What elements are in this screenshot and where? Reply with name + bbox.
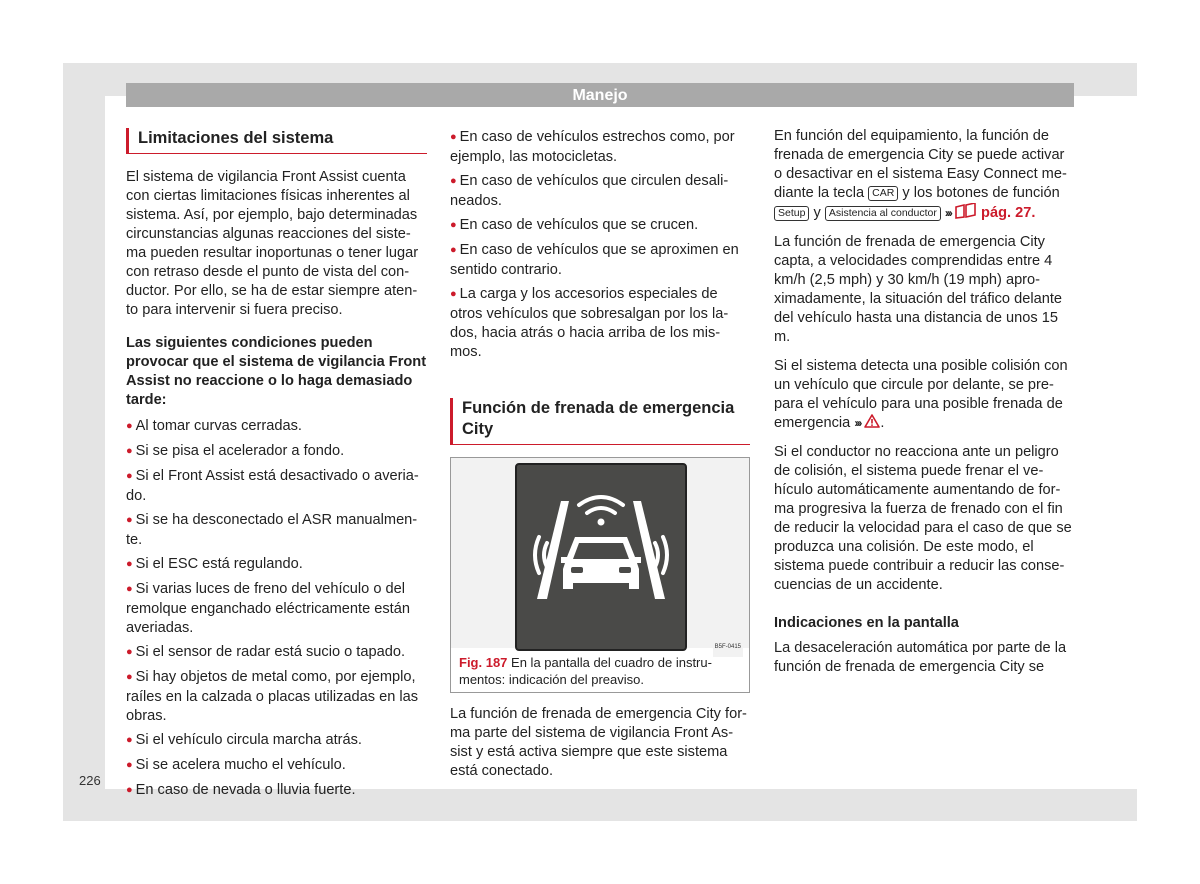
section-header: Manejo — [126, 83, 1074, 107]
book-reference-icon — [955, 203, 977, 219]
column-2 — [450, 128, 750, 791]
bullet-icon: ● — [450, 219, 457, 231]
bullet-icon: ● — [126, 420, 133, 432]
conditions-list-continued — [450, 128, 750, 362]
list-item: ● En caso de vehículos que se aproximen en sentido contrario. — [450, 242, 739, 278]
warning-triangle-icon — [864, 414, 880, 428]
column-1 — [126, 128, 427, 806]
list-item: ● Si varias luces de freno del vehículo o del remolque enganchado eléctricamente están averiadas. — [126, 581, 410, 636]
page-reference-link[interactable]: pág. 27. — [981, 205, 1036, 221]
bullet-icon: ● — [126, 583, 133, 595]
list-item: ● Si el ESC está regulando. — [126, 556, 303, 572]
figure-image — [451, 458, 749, 648]
bullet-icon: ● — [450, 131, 457, 143]
list-item: ● Si se ha desconectado el ASR manualmen-te. — [126, 512, 418, 548]
list-item: ● La carga y los accesorios especiales de otros vehículos que sobresalgan por los la-dos, hacia atrás o hacia arriba de los mis-mos. — [450, 286, 729, 360]
city-paragraph: La función de frenada de emergencia City for-ma parte del sistema de vigilancia Front As-sist y está activa siempre que este sistema está conectado. — [450, 706, 747, 779]
reference-arrows: ››› — [854, 416, 861, 430]
list-item: ● Si el Front Assist está desactivado o averia-do. — [126, 468, 419, 504]
figure-187 — [450, 457, 750, 693]
bullet-icon: ● — [126, 558, 133, 570]
heading-frenada-city: Función de frenada de emergencia City — [450, 398, 750, 445]
bullet-icon: ● — [126, 759, 133, 771]
conditions-list — [126, 417, 427, 801]
list-item: ● En caso de vehículos estrechos como, por ejemplo, las motocicletas. — [450, 129, 735, 165]
deceleration-paragraph: La desaceleración automática por parte de la función de frenada de emergencia City se — [774, 640, 1067, 675]
bullet-icon: ● — [126, 734, 133, 746]
bullet-icon: ● — [450, 288, 457, 300]
figure-caption-text: En la pantalla del cuadro de instru-mentos: indicación del preaviso. — [459, 655, 712, 687]
intro-paragraph: El sistema de vigilancia Front Assist cuenta con ciertas limitaciones físicas inherentes al sistema. Así, por ejemplo, bajo determinadas circunstancias algunas reacciones del siste-ma pueden resultar inoportunas o tener lugar con retraso desde el punto de vista del con-ductor. Por ello, se ha de estar siempre aten-to para intervenir si fuera preciso. — [126, 169, 419, 318]
front-assist-warning-icon — [517, 465, 685, 649]
list-item: ● En caso de vehículos que circulen desali-neados. — [450, 173, 729, 209]
figure-code: B5F-0415 — [713, 638, 743, 657]
list-item: ● Si hay objetos de metal como, por ejemplo, raíles en la calzada o placas utilizadas en las obras. — [126, 669, 419, 724]
driver-assist-key: Asistencia al conductor — [825, 206, 941, 221]
bullet-icon: ● — [126, 784, 133, 796]
list-item: ● En caso de vehículos que se crucen. — [450, 217, 699, 233]
collision-paragraph: Si el sistema detecta una posible colisión con un vehículo que circule por delante, se pre-para el vehículo para una posible frenada de emergencia ››› . — [774, 358, 1068, 431]
list-item: ● En caso de nevada o lluvia fuerte. — [126, 782, 356, 798]
car-key-icon: CAR — [868, 186, 898, 201]
list-item: ● Si el vehículo circula marcha atrás. — [126, 732, 362, 748]
speed-paragraph: La función de frenada de emergencia City capta, a velocidades comprendidas entre 4 km/h (2,5 mph) y 30 km/h (19 mph) apro-ximadamente, la situación del tráfico delante del vehículo hasta una distancia de unos 15 m. — [774, 234, 1062, 345]
list-item: ● Si se acelera mucho el vehículo. — [126, 757, 346, 773]
reference-arrows: ››› — [944, 206, 951, 220]
setup-key: Setup — [774, 206, 809, 221]
heading-limitaciones: Limitaciones del sistema — [126, 128, 427, 154]
braking-paragraph: Si el conductor no reacciona ante un peligro de colisión, el sistema puede frenar el ve-hículo automáticamente aumentando de for-ma progresiva la fuerza de frenado con el fin de reducir la velocidad para el caso de que se produzca una colisión. De este modo, el sistema puede contribuir a reducir las conse-cuencias de un accidente. — [774, 444, 1072, 593]
bullet-icon: ● — [126, 646, 133, 658]
instrument-display — [515, 463, 687, 651]
page-number: 226 — [79, 773, 101, 788]
figure-number: Fig. 187 — [459, 655, 508, 670]
bullet-icon: ● — [126, 514, 133, 526]
conditions-heading: Las siguientes condiciones pueden provocar que el sistema de vigilancia Front Assist no reaccione o lo haga demasiado tarde: — [126, 335, 427, 408]
bullet-icon: ● — [126, 671, 133, 683]
activation-paragraph: En función del equipamiento, la función de frenada de emergencia City se puede activar o desactivar en el sistema Easy Connect me-diante la tecla CAR y los botones de función Setup y Asistencia al conductor ››› pág. 27. — [774, 128, 1067, 221]
list-item: ● Al tomar curvas cerradas. — [126, 418, 302, 434]
list-item: ● Si se pisa el acelerador a fondo. — [126, 443, 345, 459]
figure-caption — [459, 654, 741, 688]
column-3 — [774, 127, 1075, 687]
bullet-icon: ● — [126, 470, 133, 482]
bullet-icon: ● — [450, 244, 457, 256]
list-item: ● Si el sensor de radar está sucio o tapado. — [126, 644, 405, 660]
bullet-icon: ● — [126, 445, 133, 457]
display-subheading: Indicaciones en la pantalla — [774, 615, 959, 631]
bullet-icon: ● — [450, 175, 457, 187]
